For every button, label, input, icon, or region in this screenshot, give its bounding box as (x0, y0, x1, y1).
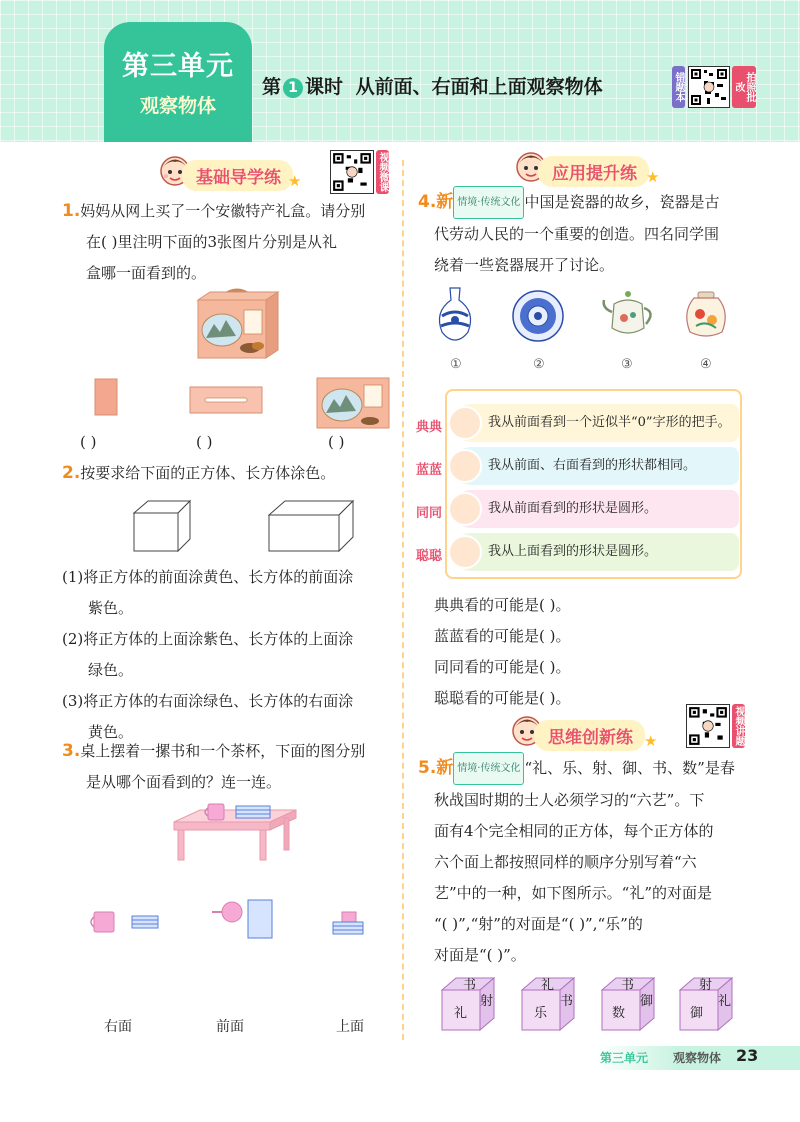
speech-text: 我从前面看到一个近似半“0”字形的把手。 (488, 415, 731, 430)
jar-icon (682, 290, 730, 344)
section-heading-basic (182, 160, 293, 191)
unit-label: 第三单元 (122, 51, 234, 82)
answer-bracket[interactable]: ( ) (80, 433, 97, 451)
top-view-image (189, 386, 263, 418)
front-view-image[interactable] (332, 910, 364, 942)
star-icon: ★ (644, 732, 658, 750)
q2-item-2-line1: (2)将正方体的上面涂紫色、长方体的上面涂 (62, 630, 354, 648)
q2-item-1-line2: 紫色。 (88, 599, 134, 617)
video-explain-label: 视频讲题 (733, 706, 744, 746)
item-label: ② (533, 357, 545, 372)
student-name: 蓝蓝 (416, 463, 443, 478)
section-title: 思维创新练 (534, 720, 645, 751)
q1-line1: 妈妈从网上买了一个安徽特产礼盒。请分别 (80, 202, 366, 220)
star-icon: ★ (646, 168, 660, 186)
qr-code-icon[interactable] (686, 704, 730, 748)
letter-cube (600, 976, 660, 1036)
speech-bubble (452, 447, 739, 485)
context-tag: 情境·传统文化 (453, 186, 524, 219)
avatar (448, 535, 482, 569)
lesson-prefix: 第 (262, 76, 282, 98)
q2-item-2-line2: 绿色。 (88, 661, 134, 679)
new-label: 新 (436, 758, 454, 778)
q4-answers (434, 590, 734, 714)
cube-right-label: 御 (640, 994, 654, 1009)
q3-line1: 桌上摆着一摞书和一个茶杯，下面的图分别 (80, 742, 366, 760)
new-label: 新 (436, 192, 454, 212)
speech-bubble (452, 490, 739, 528)
context-tag: 情境·传统文化 (453, 752, 524, 785)
q2-item-3-line2: 黄色。 (88, 723, 134, 741)
speech-bubble (452, 404, 739, 442)
error-book-label: 错题本 (672, 66, 685, 108)
side-view-image (94, 378, 118, 420)
q5-line5: 艺”中的一种，如下图所示。“礼”的对面是 (434, 884, 713, 902)
speech-text: 我从上面看到的形状是圆形。 (488, 544, 658, 559)
cube-outline[interactable] (132, 499, 192, 557)
lesson-number: 1 (283, 78, 303, 98)
question-4 (418, 186, 758, 281)
section-heading-thinking (534, 720, 645, 751)
student-name: 聪聪 (416, 549, 443, 564)
q2-instructions (62, 562, 402, 748)
q5-line7[interactable]: 对面是“( )”。 (434, 946, 526, 964)
section-title: 应用提升练 (538, 156, 649, 187)
q5-line2: 秋战国时期的士人必须学习的“六艺”。下 (434, 791, 705, 809)
answer-bracket[interactable]: ( ) (196, 433, 213, 451)
lesson-name: 从前面、右面和上面观察物体 (355, 76, 603, 98)
question-number: 2. (62, 463, 81, 483)
question-number: 1. (62, 201, 81, 221)
teapot-icon (600, 288, 656, 344)
q4-line3: 绕着一些瓷器展开了讨论。 (434, 256, 615, 274)
front-view-image (316, 377, 390, 433)
question-number: 3. (62, 741, 81, 761)
table-with-cup-image (170, 802, 300, 866)
star-icon: ★ (288, 172, 302, 190)
question-1 (62, 196, 402, 289)
letter-cube (520, 976, 580, 1036)
cube-top-label: 书 (621, 978, 635, 993)
cube-top-label: 书 (463, 978, 477, 993)
video-lesson-label: 视频微课 (377, 152, 388, 192)
question-number: 5. (418, 758, 437, 778)
cube-top-label: 射 (699, 978, 713, 993)
student-name: 典典 (416, 420, 443, 435)
letter-cube (678, 976, 738, 1036)
item-label: ④ (700, 357, 712, 372)
q1-line3: 盒哪一面看到的。 (86, 264, 207, 282)
vase-icon (432, 286, 478, 346)
answer-line[interactable]: 聪聪看的可能是( )。 (434, 689, 571, 707)
q1-line2: 在( )里注明下面的3张图片分别是从礼 (86, 233, 338, 251)
unit-tab (104, 22, 252, 142)
q2-item-3-line1: (3)将正方体的右面涂绿色、长方体的右面涂 (62, 692, 354, 710)
q5-line1: “礼、乐、射、御、书、数”是春 (524, 759, 735, 777)
answer-line[interactable]: 同同看的可能是( )。 (434, 658, 571, 676)
letter-cube (440, 976, 500, 1036)
q4-line2: 代劳动人民的一个重要的创造。四名同学围 (434, 225, 720, 243)
question-5 (418, 752, 758, 971)
lesson-title (262, 72, 603, 99)
cube-right-label: 书 (560, 994, 574, 1009)
column-divider (402, 160, 404, 1040)
gift-box-image (192, 288, 282, 364)
speech-text: 我从前面、右面看到的形状都相同。 (488, 458, 697, 473)
right-view-image[interactable] (90, 908, 160, 940)
question-number: 4. (418, 192, 437, 212)
item-label: ① (450, 357, 462, 372)
answer-line[interactable]: 蓝蓝看的可能是( )。 (434, 627, 571, 645)
view-label-top: 上面 (336, 1019, 364, 1035)
section-title: 基础导学练 (182, 160, 293, 191)
answer-line[interactable]: 典典看的可能是( )。 (434, 596, 571, 614)
page-number: 23 (736, 1046, 759, 1065)
avatar (448, 406, 482, 440)
cube-front-label: 礼 (454, 1006, 468, 1021)
view-label-front: 前面 (216, 1019, 244, 1035)
photo-grade-label: 拍照批改 (732, 66, 756, 108)
q2-item-1-line1: (1)将正方体的前面涂黄色、长方体的前面涂 (62, 568, 354, 586)
item-label: ③ (621, 357, 633, 372)
q4-line1: 中国是瓷器的故乡，瓷器是古 (524, 193, 720, 211)
avatar (448, 449, 482, 483)
question-3 (62, 736, 402, 798)
q5-line6[interactable]: “( )”,“射”的对面是“( )”,“乐”的 (434, 915, 643, 933)
student-name: 同同 (416, 506, 443, 521)
speech-bubble (452, 533, 739, 571)
footer-topic: 观察物体 (673, 1051, 722, 1065)
footer-unit: 第三单元 (600, 1051, 649, 1065)
q5-line3: 面有4个完全相同的正方体，每个正方体的 (434, 822, 714, 840)
question-2 (62, 458, 402, 489)
answer-bracket[interactable]: ( ) (328, 433, 345, 451)
cube-front-label: 乐 (534, 1006, 548, 1021)
qr-code-icon[interactable] (330, 150, 374, 194)
cuboid-outline[interactable] (267, 499, 355, 557)
lesson-suffix: 课时 (305, 76, 344, 98)
q5-line4: 六个面上都按照同样的顺序分别写着“六 (434, 853, 697, 871)
top-view-image[interactable] (210, 898, 274, 944)
page-header (0, 0, 800, 142)
cube-right-label: 礼 (718, 994, 732, 1009)
view-label-right: 右面 (104, 1019, 132, 1035)
avatar (448, 492, 482, 526)
speech-text: 我从前面看到的形状是圆形。 (488, 501, 658, 516)
cube-front-label: 御 (690, 1006, 704, 1021)
cube-top-label: 礼 (541, 978, 555, 993)
qr-code-icon[interactable] (688, 66, 730, 108)
cube-right-label: 射 (480, 994, 494, 1009)
section-heading-apply (538, 156, 649, 187)
plate-icon (512, 290, 564, 346)
cube-front-label: 数 (612, 1006, 626, 1021)
q2-text: 按要求给下面的正方体、长方体涂色。 (80, 464, 336, 482)
q3-line2: 是从哪个面看到的？连一连。 (86, 773, 282, 791)
unit-topic: 观察物体 (139, 95, 216, 117)
